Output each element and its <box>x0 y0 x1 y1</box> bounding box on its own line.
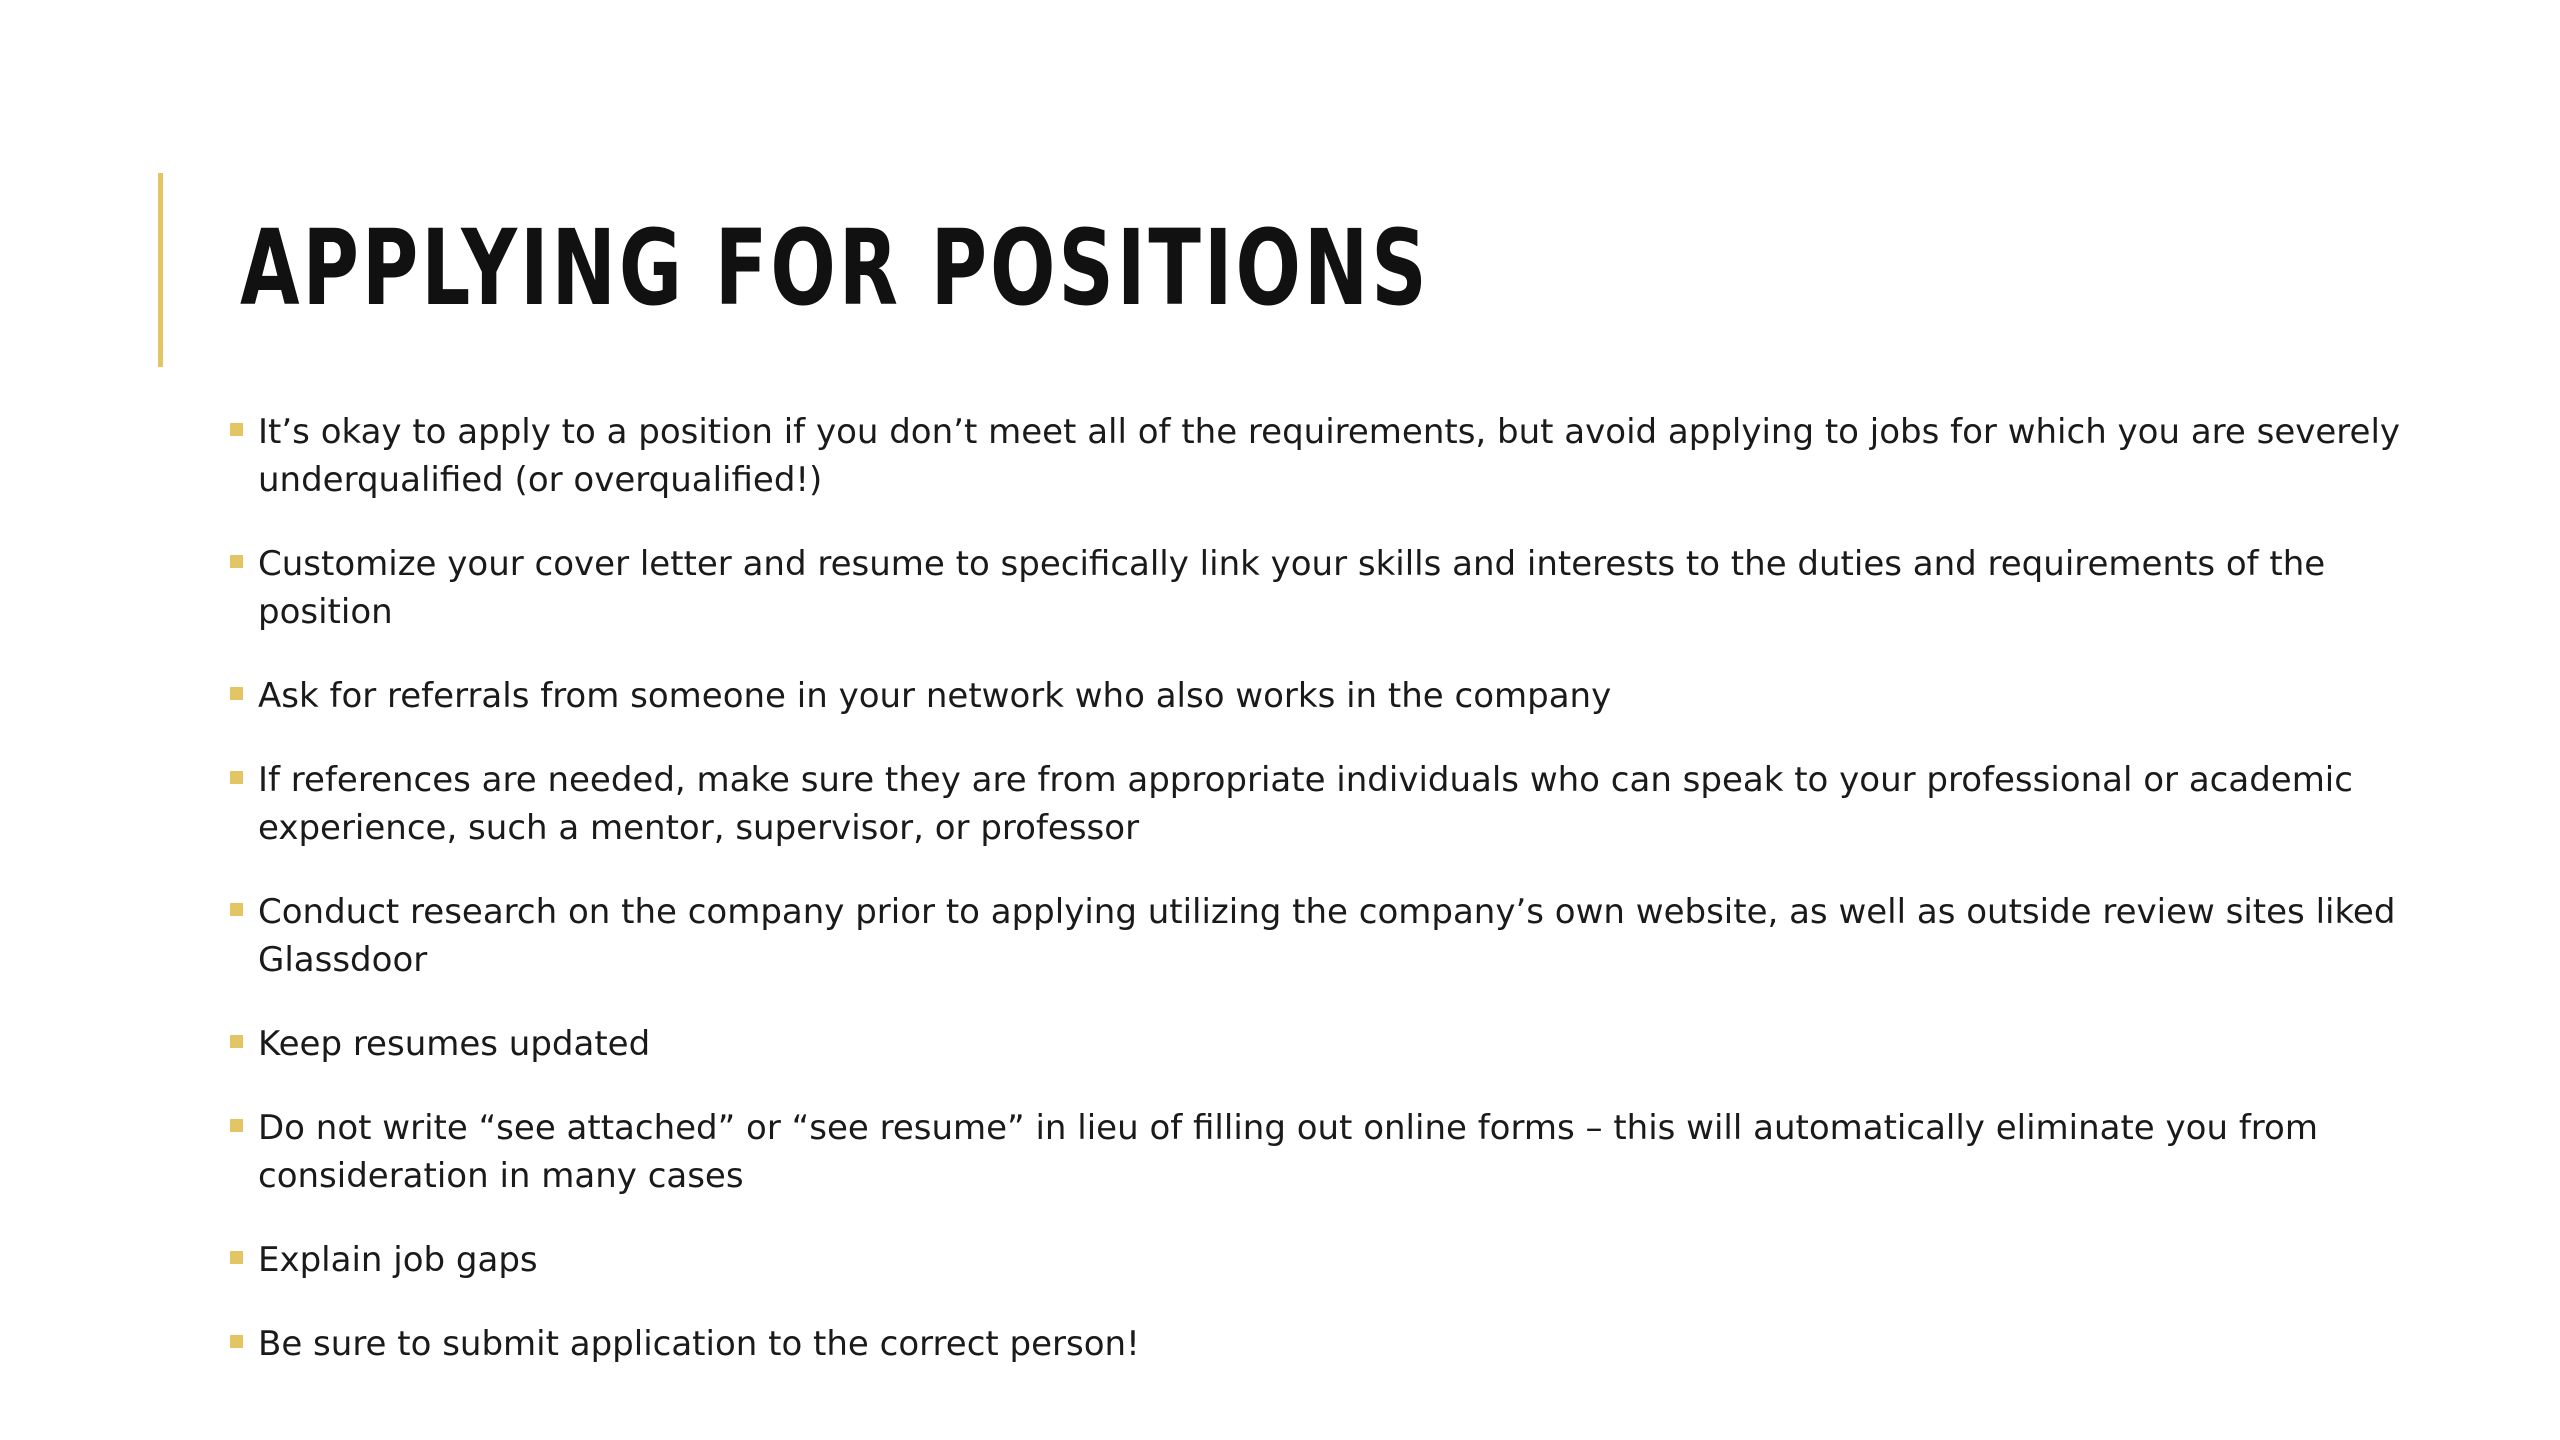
bullet-item <box>230 756 2440 852</box>
bullet-text: Customize your cover letter and resume to specifically link your skills and interests to the duties and requirements of the position <box>258 544 2326 632</box>
bullet-item <box>230 888 2440 984</box>
square-bullet-icon <box>230 423 243 436</box>
bullet-text: If references are needed, make sure they are from appropriate individuals who can speak to your professional or academic experience, such a mentor, supervisor, or professor <box>258 760 2353 848</box>
square-bullet-icon <box>230 1251 243 1264</box>
bullet-item <box>230 1020 2440 1068</box>
square-bullet-icon <box>230 555 243 568</box>
bullet-list <box>230 408 2440 1404</box>
bullet-text: Explain job gaps <box>258 1240 538 1280</box>
square-bullet-icon <box>230 771 243 784</box>
bullet-item <box>230 540 2440 636</box>
square-bullet-icon <box>230 1119 243 1132</box>
bullet-text: Ask for referrals from someone in your network who also works in the company <box>258 676 1612 716</box>
bullet-item <box>230 1236 2440 1284</box>
bullet-text: Keep resumes updated <box>258 1024 651 1064</box>
bullet-item <box>230 408 2440 504</box>
bullet-item <box>230 1320 2440 1368</box>
square-bullet-icon <box>230 1335 243 1348</box>
square-bullet-icon <box>230 687 243 700</box>
bullet-text: Conduct research on the company prior to applying utilizing the company’s own website, as well as outside review sites liked Glassdoor <box>258 892 2396 980</box>
bullet-text: It’s okay to apply to a position if you don’t meet all of the requirements, but avoid applying to jobs for which you are severely underqualified (or overqualified!) <box>258 412 2401 500</box>
bullet-text: Do not write “see attached” or “see resume” in lieu of filling out online forms – this will automatically eliminate you from consideration in many cases <box>258 1108 2318 1196</box>
bullet-item <box>230 672 2440 720</box>
slide-title: APPLYING FOR POSITIONS <box>240 207 1430 329</box>
square-bullet-icon <box>230 1035 243 1048</box>
bullet-item <box>230 1104 2440 1200</box>
square-bullet-icon <box>230 903 243 916</box>
bullet-text: Be sure to submit application to the correct person! <box>258 1324 1140 1364</box>
title-accent-bar <box>158 173 163 367</box>
